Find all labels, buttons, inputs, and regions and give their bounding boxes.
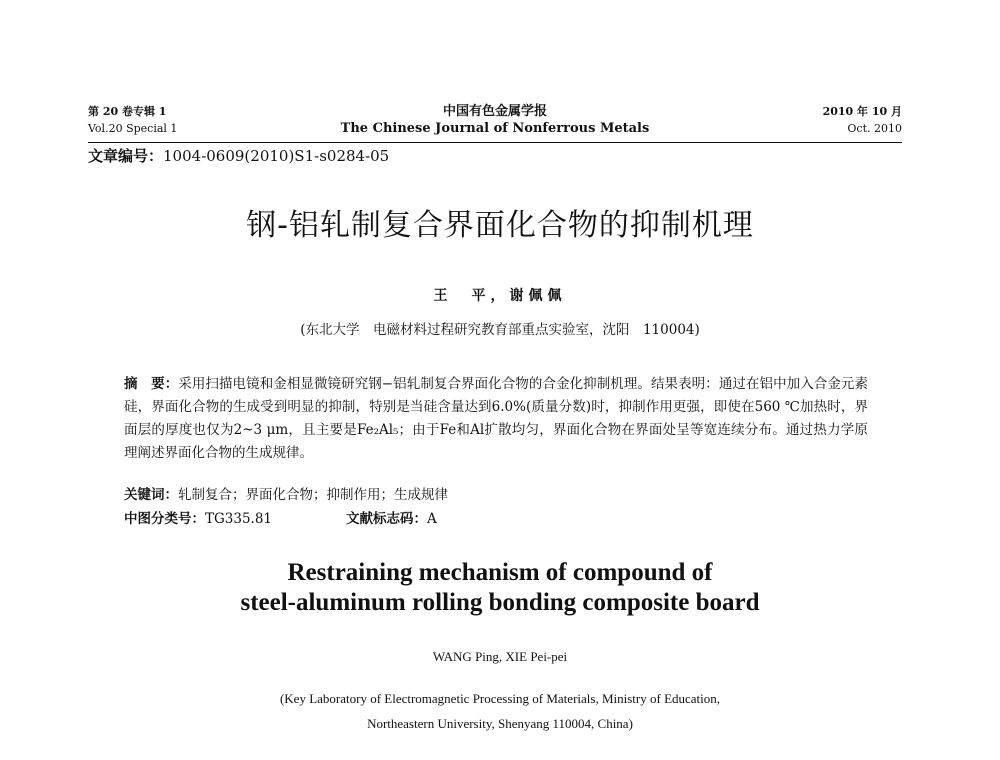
header-journal [88,103,902,137]
document-code-label: 文献标志码： [346,511,427,527]
header-journal-cn: 中国有色金属学报 [442,104,547,119]
english-affiliation [0,686,1000,736]
document-code [346,509,437,529]
chinese-affiliation: (东北大学 电磁材料过程研究教育部重点实验室，沈阳 110004) [300,322,700,338]
article-number [88,146,389,166]
chinese-title: 钢-铝轧制复合界面化合物的抑制机理 [246,208,754,243]
english-affiliation-line-2: Northeastern University, Shenyang 110004, China) [367,716,633,731]
article-number-label: 文章编号： [88,147,164,165]
english-affiliation-line-1: (Key Laboratory of Electromagnetic Processing of Materials, Ministry of Education, [279,691,721,706]
chinese-authors: 王 平，谢佩佩 [433,288,567,304]
abstract-label: 摘 要： [124,376,179,392]
header-date [823,103,902,137]
header-date-en: Oct. 2010 [847,122,902,135]
english-title-line-1: Restraining mechanism of compound of [287,559,713,586]
header-date-cn: 2010 年 10 月 [822,105,902,118]
chinese-abstract [124,373,868,465]
keywords-value: 轧制复合；界面化合物；抑制作用；生成规律 [178,487,448,503]
english-title-line-2: steel-aluminum rolling bonding composite board [240,589,760,616]
clc-value: TG335.81 [205,511,273,527]
keywords-line [124,485,448,505]
keywords-label: 关键词： [124,487,178,503]
header-volume-en: Vol.20 Special 1 [88,122,178,135]
document-code-value: A [427,511,437,527]
clc-label: 中图分类号： [124,511,205,527]
abstract-text: 采用扫描电镜和金相显微镜研究钢−铝轧制复合界面化合物的合金化抑制机理。结果表明：通过在铝中加入合金元素硅，界面化合物的生成受到明显的抑制，特别是当硅含量达到6.0%(质量分数)时，抑制作用更强，即使在560 ℃加热时，界面层的厚度也仅为2~3 μm，且主要是Fe₂Al₅；由于Fe和Al扩散均匀，界面化合物在界面处呈等宽连续分布。通过热力学原理阐述界面化合物的生成规律。 [124,376,869,461]
header-rule [88,142,902,143]
english-title [0,558,1000,618]
header-volume-cn: 第 20 卷专辑 1 [88,105,167,118]
article-number-value: 1004-0609(2010)S1-s0284-05 [163,147,390,165]
english-authors: WANG Ping, XIE Pei-pei [432,649,568,664]
running-header [88,103,902,143]
classification-line [124,509,437,529]
header-journal-en: The Chinese Journal of Nonferrous Metals [340,121,650,136]
